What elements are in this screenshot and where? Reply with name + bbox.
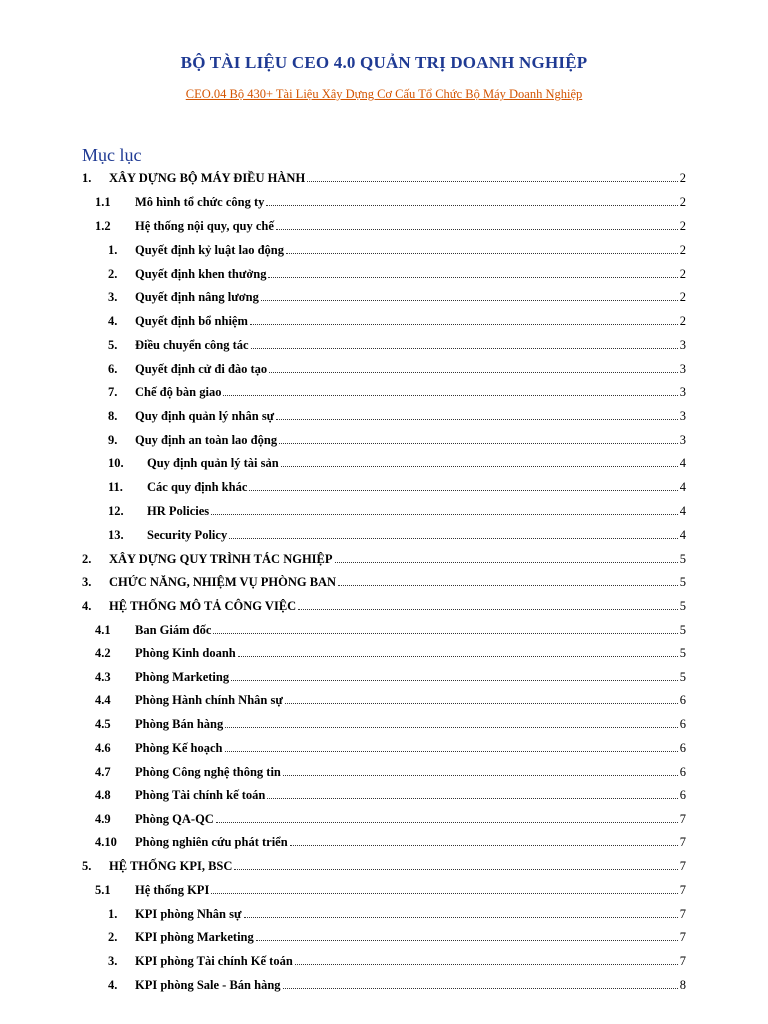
toc-entry-number: 8. [108,409,118,423]
toc-dot-leader [285,703,678,704]
toc-entry-label: CHỨC NĂNG, NHIỆM VỤ PHÒNG BAN [109,575,337,589]
toc-entry[interactable] [95,809,686,827]
toc-entry-page-number: 7 [679,835,686,849]
toc-entry-label: Quyết định kỷ luật lao động [135,243,285,257]
toc-entry-label: XÂY DỰNG BỘ MÁY ĐIỀU HÀNH [109,171,306,185]
toc-entry[interactable] [108,975,686,993]
toc-entry-label: Quyết định bổ nhiệm [135,314,248,328]
toc-entry-label: Quy định quản lý nhân sự [135,409,275,423]
toc-entry[interactable] [95,667,686,685]
document-title: BỘ TÀI LIỆU CEO 4.0 QUẢN TRỊ DOANH NGHIỆP [180,53,588,72]
toc-entry-page-number: 8 [679,978,686,992]
toc-entry-label: Quyết định nâng lương [135,290,259,304]
toc-dot-leader [266,205,677,206]
toc-entry-number: 4.9 [95,812,111,826]
toc-entry-number: 5. [82,859,92,873]
toc-dot-leader [298,609,678,610]
toc-entry[interactable] [82,596,686,614]
toc-entry-page-number: 6 [679,693,686,707]
toc-entry-label: XÂY DỰNG QUY TRÌNH TÁC NGHIỆP [109,552,333,566]
toc-entry-number: 4.5 [95,717,111,731]
toc-entry-page-number: 5 [679,599,686,613]
toc-entry[interactable] [108,359,686,377]
toc-entry-page-number: 2 [679,195,686,209]
toc-entry-label: Mô hình tổ chức công ty [135,195,265,209]
toc-dot-leader [251,348,678,349]
toc-entry-page-number: 5 [679,646,686,660]
toc-entry-number: 2. [108,267,118,281]
toc-entry-label: Phòng Tài chính kế toán [135,788,266,802]
toc-entry-number: 4. [108,978,118,992]
toc-entry-page-number: 2 [679,171,686,185]
toc-entry-label: Phòng nghiên cứu phát triển [135,835,288,849]
toc-entry-number: 4.6 [95,741,111,755]
toc-entry-label: Các quy định khác [147,480,248,494]
toc-entry-page-number: 3 [679,433,686,447]
toc-entry[interactable] [95,216,686,234]
toc-entry-label: HỆ THỐNG KPI, BSC [109,859,233,873]
toc-entry-number: 5.1 [95,883,111,897]
toc-dot-leader [267,798,677,799]
toc-dot-leader [276,229,678,230]
toc-entry[interactable] [95,690,686,708]
toc-entry-number: 2. [82,552,92,566]
toc-dot-leader [335,562,678,563]
toc-dot-leader [234,869,677,870]
toc-entry-page-number: 2 [679,243,686,257]
toc-entry[interactable] [95,762,686,780]
toc-entry-page-number: 2 [679,314,686,328]
toc-entry-number: 13. [108,528,124,542]
toc-entry[interactable] [95,832,686,850]
toc-entry-label: Quy định an toàn lao động [135,433,278,447]
toc-entry[interactable] [95,738,686,756]
toc-entry-label: Hệ thống KPI [135,883,210,897]
toc-entry-page-number: 7 [679,930,686,944]
toc-entry-page-number: 3 [679,409,686,423]
toc-dot-leader [269,372,678,373]
toc-entry-page-number: 3 [679,385,686,399]
toc-entry-number: 1.1 [95,195,111,209]
toc-dot-leader [225,751,678,752]
toc-entry[interactable] [95,880,686,898]
toc-entry-number: 1.2 [95,219,111,233]
toc-entry[interactable] [108,240,686,258]
toc-entry[interactable] [95,192,686,210]
toc-entry-page-number: 5 [679,552,686,566]
toc-entry-number: 4.7 [95,765,111,779]
toc-entry-number: 2. [108,930,118,944]
toc-entry-number: 4. [108,314,118,328]
toc-dot-leader [244,917,678,918]
toc-entry-page-number: 2 [679,267,686,281]
toc-dot-leader [281,466,678,467]
toc-entry-label: Phòng Kinh doanh [135,646,236,660]
toc-entry-number: 10. [108,456,124,470]
toc-entry[interactable] [108,501,686,519]
toc-entry-page-number: 2 [679,290,686,304]
toc-entry[interactable] [108,951,686,969]
toc-entry-number: 1. [82,171,92,185]
toc-entry-number: 4.4 [95,693,111,707]
toc-entry-number: 3. [108,954,118,968]
toc-dot-leader [229,538,678,539]
toc-entry[interactable] [108,287,686,305]
toc-entry-label: Phòng Hành chính Nhân sự [135,693,283,707]
toc-entry-label: Phòng Kế hoạch [135,741,223,755]
toc-entry-number: 4.1 [95,623,111,637]
toc-entry-label: Chế độ bàn giao [135,385,222,399]
toc-entry-number: 1. [108,907,118,921]
toc-dot-leader [279,443,678,444]
toc-dot-leader [286,253,678,254]
toc-entry-number: 1. [108,243,118,257]
toc-entry[interactable] [108,453,686,471]
toc-entry-page-number: 3 [679,338,686,352]
toc-entry-page-number: 4 [679,528,686,542]
toc-entry-label: Quyết định cử đi đào tạo [135,362,268,376]
toc-dot-leader [338,585,678,586]
toc-entry-label: KPI phòng Marketing [135,930,254,944]
toc-dot-leader [216,822,678,823]
toc-entry-number: 4.3 [95,670,111,684]
toc-entry-label: Phòng Công nghệ thông tin [135,765,281,779]
toc-entry[interactable] [82,168,686,186]
toc-entry-label: Quyết định khen thưởng [135,267,267,281]
toc-entry-number: 3. [82,575,92,589]
document-subtitle-link[interactable]: CEO.04 Bộ 430+ Tài Liệu Xây Dựng Cơ Cấu Tổ Chức Bộ Máy Doanh Nghiệp [185,87,583,101]
toc-entry-label: Security Policy [147,528,228,542]
toc-entry-label: KPI phòng Tài chính Kế toán [135,954,293,968]
toc-entry-page-number: 4 [679,480,686,494]
toc-entry[interactable] [108,406,686,424]
toc-entry-page-number: 4 [679,456,686,470]
toc-dot-leader [211,893,677,894]
toc-entry-label: HR Policies [147,504,210,518]
toc-entry-page-number: 7 [679,907,686,921]
toc-dot-leader [283,775,678,776]
toc-entry-page-number: 5 [679,623,686,637]
toc-entry-number: 11. [108,480,123,494]
toc-entry-number: 5. [108,338,118,352]
toc-entry[interactable] [82,549,686,567]
toc-entry-number: 4.10 [95,835,117,849]
toc-entry[interactable] [108,264,686,282]
toc-entry-number: 9. [108,433,118,447]
toc-entry-number: 6. [108,362,118,376]
toc-entry[interactable] [108,904,686,922]
toc-entry[interactable] [95,620,686,638]
toc-entry-page-number: 3 [679,362,686,376]
toc-entry-number: 4. [82,599,92,613]
toc-dot-leader [256,940,678,941]
toc-entry-page-number: 6 [679,741,686,755]
toc-entry[interactable] [108,311,686,329]
toc-entry[interactable] [108,335,686,353]
toc-entry-label: Điều chuyển công tác [135,338,249,352]
toc-dot-leader [225,727,678,728]
toc-entry-number: 4.8 [95,788,111,802]
toc-entry[interactable] [108,525,686,543]
toc-entry-label: Phòng QA-QC [135,812,214,826]
toc-dot-leader [290,845,678,846]
toc-dot-leader [307,181,678,182]
toc-dot-leader [231,680,678,681]
toc-entry-label: Ban Giám đốc [135,623,212,637]
toc-entry[interactable] [108,477,686,495]
toc-entry-page-number: 5 [679,575,686,589]
toc-dot-leader [276,419,678,420]
toc-entry-label: Quy định quản lý tài sản [147,456,279,470]
toc-entry-page-number: 6 [679,765,686,779]
toc-dot-leader [295,964,678,965]
toc-entry[interactable] [95,785,686,803]
toc-entry-number: 4.2 [95,646,111,660]
toc-entry-label: KPI phòng Sale - Bán hàng [135,978,281,992]
toc-dot-leader [223,395,677,396]
toc-dot-leader [213,633,677,634]
toc-dot-leader [249,490,677,491]
toc-entry-number: 7. [108,385,118,399]
toc-entry[interactable] [82,856,686,874]
toc-dot-leader [211,514,678,515]
toc-entry-page-number: 7 [679,812,686,826]
toc-entry[interactable] [108,927,686,945]
toc-entry-label: HỆ THỐNG MÔ TẢ CÔNG VIỆC [109,599,297,613]
toc-entry[interactable] [108,430,686,448]
toc-dot-leader [283,988,678,989]
toc-entry-page-number: 2 [679,219,686,233]
toc-entry[interactable] [108,382,686,400]
toc-dot-leader [261,300,678,301]
toc-entry-page-number: 7 [679,883,686,897]
toc-entry-number: 3. [108,290,118,304]
toc-dot-leader [268,277,677,278]
toc-entry-page-number: 4 [679,504,686,518]
toc-dot-leader [250,324,678,325]
toc-entry-number: 12. [108,504,124,518]
toc-entry-page-number: 7 [679,859,686,873]
toc-entry-label: Phòng Bán hàng [135,717,224,731]
toc-entry-page-number: 6 [679,788,686,802]
toc-entry-label: Hệ thống nội quy, quy chế [135,219,274,233]
toc-entry-page-number: 6 [679,717,686,731]
toc-entry-label: Phòng Marketing [135,670,230,684]
toc-entry[interactable] [95,643,686,661]
toc-heading: Mục lục [82,145,142,165]
toc-entry-page-number: 5 [679,670,686,684]
toc-entry[interactable] [82,572,686,590]
toc-dot-leader [238,656,678,657]
toc-entry-page-number: 7 [679,954,686,968]
toc-entry[interactable] [95,714,686,732]
toc-entry-label: KPI phòng Nhân sự [135,907,242,921]
